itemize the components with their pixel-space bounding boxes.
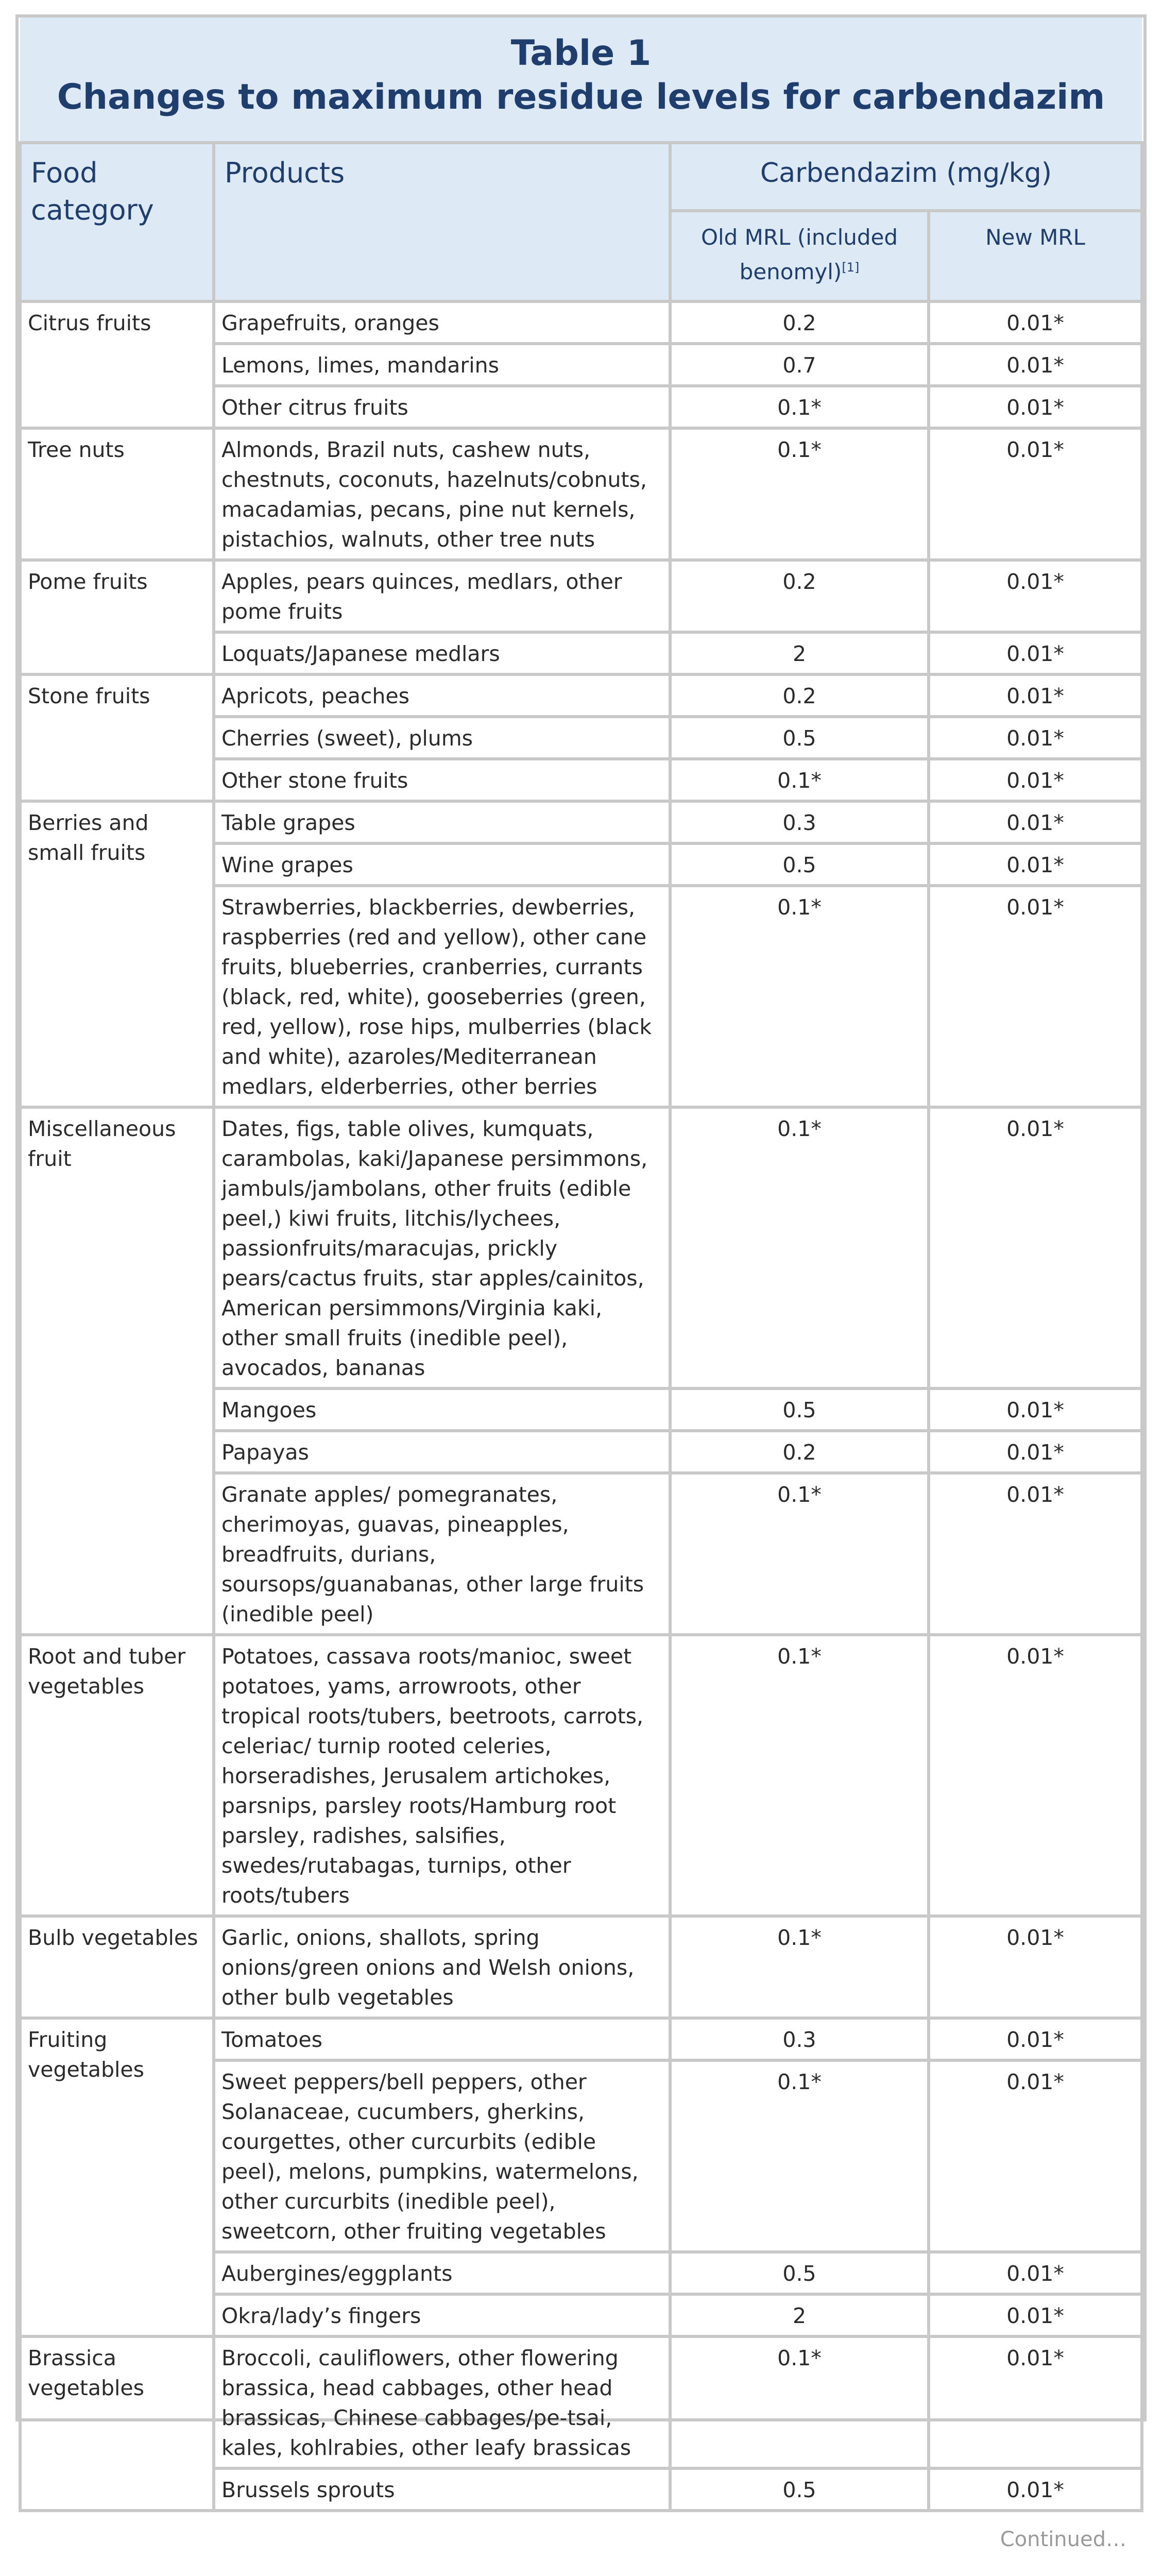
footnote-marker: [1] — [842, 260, 860, 275]
old-mrl-cell: 0.1* — [670, 1635, 929, 1916]
old-mrl-cell: 0.1* — [670, 1916, 929, 2018]
table-frame — [15, 14, 1147, 2551]
new-mrl-cell: 0.01* — [929, 301, 1142, 344]
new-mrl-cell: 0.01* — [929, 1635, 1142, 1916]
products-cell: Papayas — [214, 1431, 670, 1473]
old-mrl-cell: 0.5 — [670, 843, 929, 886]
new-mrl-cell: 0.01* — [929, 2252, 1142, 2294]
old-mrl-cell: 0.2 — [670, 301, 929, 344]
products-cell: Granate apples/ pomegranates, cherimoyas, guavas, pineapples, breadfruits, durians, soursops/guanabanas, other large fruits (inedible peel) — [214, 1473, 670, 1635]
products-cell: Grapefruits, oranges — [214, 301, 670, 344]
mrl-table — [19, 18, 1143, 2576]
table-row — [20, 674, 1142, 717]
header-food-category: Food category — [20, 143, 214, 301]
products-cell: Other citrus fruits — [214, 386, 670, 428]
header-carbendazim: Carbendazim (mg/kg) — [670, 143, 1142, 211]
old-mrl-cell: 0.3 — [670, 801, 929, 843]
table-title — [20, 18, 1142, 143]
products-cell: Apricots, peaches — [214, 674, 670, 717]
new-mrl-cell: 0.01* — [929, 1388, 1142, 1431]
old-mrl-cell: 0.2 — [670, 1431, 929, 1473]
new-mrl-cell: 0.01* — [929, 1916, 1142, 2018]
food-category-cell: Pome fruits — [20, 560, 214, 674]
new-mrl-cell: 0.01* — [929, 632, 1142, 674]
old-mrl-cell: 0.1* — [670, 386, 929, 428]
products-cell: Lemons, limes, mandarins — [214, 344, 670, 386]
products-cell: Cherries (sweet), plums — [214, 717, 670, 759]
new-mrl-cell: 0.01* — [929, 560, 1142, 632]
old-mrl-cell: 0.1* — [670, 428, 929, 560]
products-cell: Okra/lady’s fingers — [214, 2294, 670, 2336]
new-mrl-cell: 0.01* — [929, 759, 1142, 801]
table-number: Table 1 — [510, 33, 652, 74]
table-row — [20, 560, 1142, 632]
new-mrl-cell: 0.01* — [929, 2468, 1142, 2511]
food-category-cell: Tree nuts — [20, 428, 214, 560]
old-mrl-cell: 0.7 — [670, 344, 929, 386]
old-mrl-cell: 0.5 — [670, 717, 929, 759]
new-mrl-cell: 0.01* — [929, 843, 1142, 886]
products-cell: Tomatoes — [214, 2018, 670, 2060]
new-mrl-cell: 0.01* — [929, 428, 1142, 560]
table-row — [20, 801, 1142, 843]
new-mrl-cell: 0.01* — [929, 1473, 1142, 1635]
new-mrl-cell: 0.01* — [929, 2336, 1142, 2468]
new-mrl-cell: 0.01* — [929, 801, 1142, 843]
food-category-cell: Citrus fruits — [20, 301, 214, 428]
products-cell: Strawberries, blackberries, dewberries, raspberries (red and yellow), other cane fruits, blueberries, cranberries, currants (black, red, white), gooseberries (green, red, yellow), rose hips, mulberries (black and white), azaroles/Mediterranean medlars, elderberries, other berries — [214, 886, 670, 1107]
products-cell: Broccoli, cauliflowers, other flowering brassica, head cabbages, other head brassicas, Chinese cabbages/pe-tsai, kales, kohlrabies, other leafy brassicas — [214, 2336, 670, 2468]
food-category-cell: Root and tuber vegetables — [20, 1635, 214, 1916]
table-row — [20, 1107, 1142, 1388]
continued-note: Continued… — [20, 2511, 1142, 2576]
new-mrl-cell: 0.01* — [929, 2060, 1142, 2252]
new-mrl-cell: 0.01* — [929, 2018, 1142, 2060]
table-caption: Changes to maximum residue levels for carbendazim — [57, 77, 1105, 117]
products-cell: Almonds, Brazil nuts, cashew nuts, chestnuts, coconuts, hazelnuts/cobnuts, macadamias, pecans, pine nut kernels, pistachios, walnuts, other tree nuts — [214, 428, 670, 560]
products-cell: Mangoes — [214, 1388, 670, 1431]
products-cell: Brussels sprouts — [214, 2468, 670, 2511]
products-cell: Sweet peppers/bell peppers, other Solanaceae, cucumbers, gherkins, courgettes, other curcurbits (edible peel), melons, pumpkins, watermelons, other curcurbits (inedible peel), sweetcorn, other fruiting vegetables — [214, 2060, 670, 2252]
table-body — [20, 301, 1142, 2511]
products-cell: Dates, figs, table olives, kumquats, carambolas, kaki/Japanese persimmons, jambuls/jambolans, other fruits (edible peel,) kiwi fruits, litchis/lychees, passionfruits/maracujas, prickly pears/cactus fruits, star apples/cainitos, American persimmons/Virginia kaki, other small fruits (inedible peel), avocados, bananas — [214, 1107, 670, 1388]
table-row — [20, 2336, 1142, 2468]
old-mrl-cell: 0.1* — [670, 2060, 929, 2252]
header-old-mrl-label: Old MRL (included benomyl) — [700, 225, 898, 284]
new-mrl-cell: 0.01* — [929, 1431, 1142, 1473]
old-mrl-cell: 0.5 — [670, 1388, 929, 1431]
new-mrl-cell: 0.01* — [929, 2294, 1142, 2336]
old-mrl-cell: 0.1* — [670, 1473, 929, 1635]
old-mrl-cell: 2 — [670, 2294, 929, 2336]
table-row — [20, 1635, 1142, 1916]
food-category-cell: Brassica vegetables — [20, 2336, 214, 2511]
table-row — [20, 1916, 1142, 2018]
products-cell: Other stone fruits — [214, 759, 670, 801]
products-cell: Garlic, onions, shallots, spring onions/green onions and Welsh onions, other bulb vegetables — [214, 1916, 670, 2018]
products-cell: Wine grapes — [214, 843, 670, 886]
food-category-cell: Miscellaneous fruit — [20, 1107, 214, 1635]
products-cell: Loquats/Japanese medlars — [214, 632, 670, 674]
header-old-mrl — [670, 211, 929, 301]
old-mrl-cell: 0.2 — [670, 674, 929, 717]
food-category-cell: Bulb vegetables — [20, 1916, 214, 2018]
table-row — [20, 428, 1142, 560]
old-mrl-cell: 2 — [670, 632, 929, 674]
old-mrl-cell: 0.1* — [670, 759, 929, 801]
old-mrl-cell: 0.1* — [670, 886, 929, 1107]
old-mrl-cell: 0.3 — [670, 2018, 929, 2060]
new-mrl-cell: 0.01* — [929, 344, 1142, 386]
old-mrl-cell: 0.2 — [670, 560, 929, 632]
old-mrl-cell: 0.5 — [670, 2468, 929, 2511]
old-mrl-cell: 0.5 — [670, 2252, 929, 2294]
food-category-cell: Fruiting vegetables — [20, 2018, 214, 2336]
table-row — [20, 2018, 1142, 2060]
products-cell: Apples, pears quinces, medlars, other pome fruits — [214, 560, 670, 632]
new-mrl-cell: 0.01* — [929, 1107, 1142, 1388]
products-cell: Table grapes — [214, 801, 670, 843]
new-mrl-cell: 0.01* — [929, 886, 1142, 1107]
table-row — [20, 301, 1142, 344]
new-mrl-cell: 0.01* — [929, 717, 1142, 759]
products-cell: Potatoes, cassava roots/manioc, sweet potatoes, yams, arrowroots, other tropical roots/tubers, beetroots, carrots, celeriac/ turnip rooted celeries, horseradishes, Jerusalem artichokes, parsnips, parsley roots/Hamburg root parsley, radishes, salsifies, swedes/rutabagas, turnips, other roots/tubers — [214, 1635, 670, 1916]
food-category-cell: Berries and small fruits — [20, 801, 214, 1107]
new-mrl-cell: 0.01* — [929, 674, 1142, 717]
food-category-cell: Stone fruits — [20, 674, 214, 801]
old-mrl-cell: 0.1* — [670, 1107, 929, 1388]
header-new-mrl: New MRL — [929, 211, 1142, 301]
header-products: Products — [214, 143, 670, 301]
products-cell: Aubergines/eggplants — [214, 2252, 670, 2294]
old-mrl-cell: 0.1* — [670, 2336, 929, 2468]
new-mrl-cell: 0.01* — [929, 386, 1142, 428]
